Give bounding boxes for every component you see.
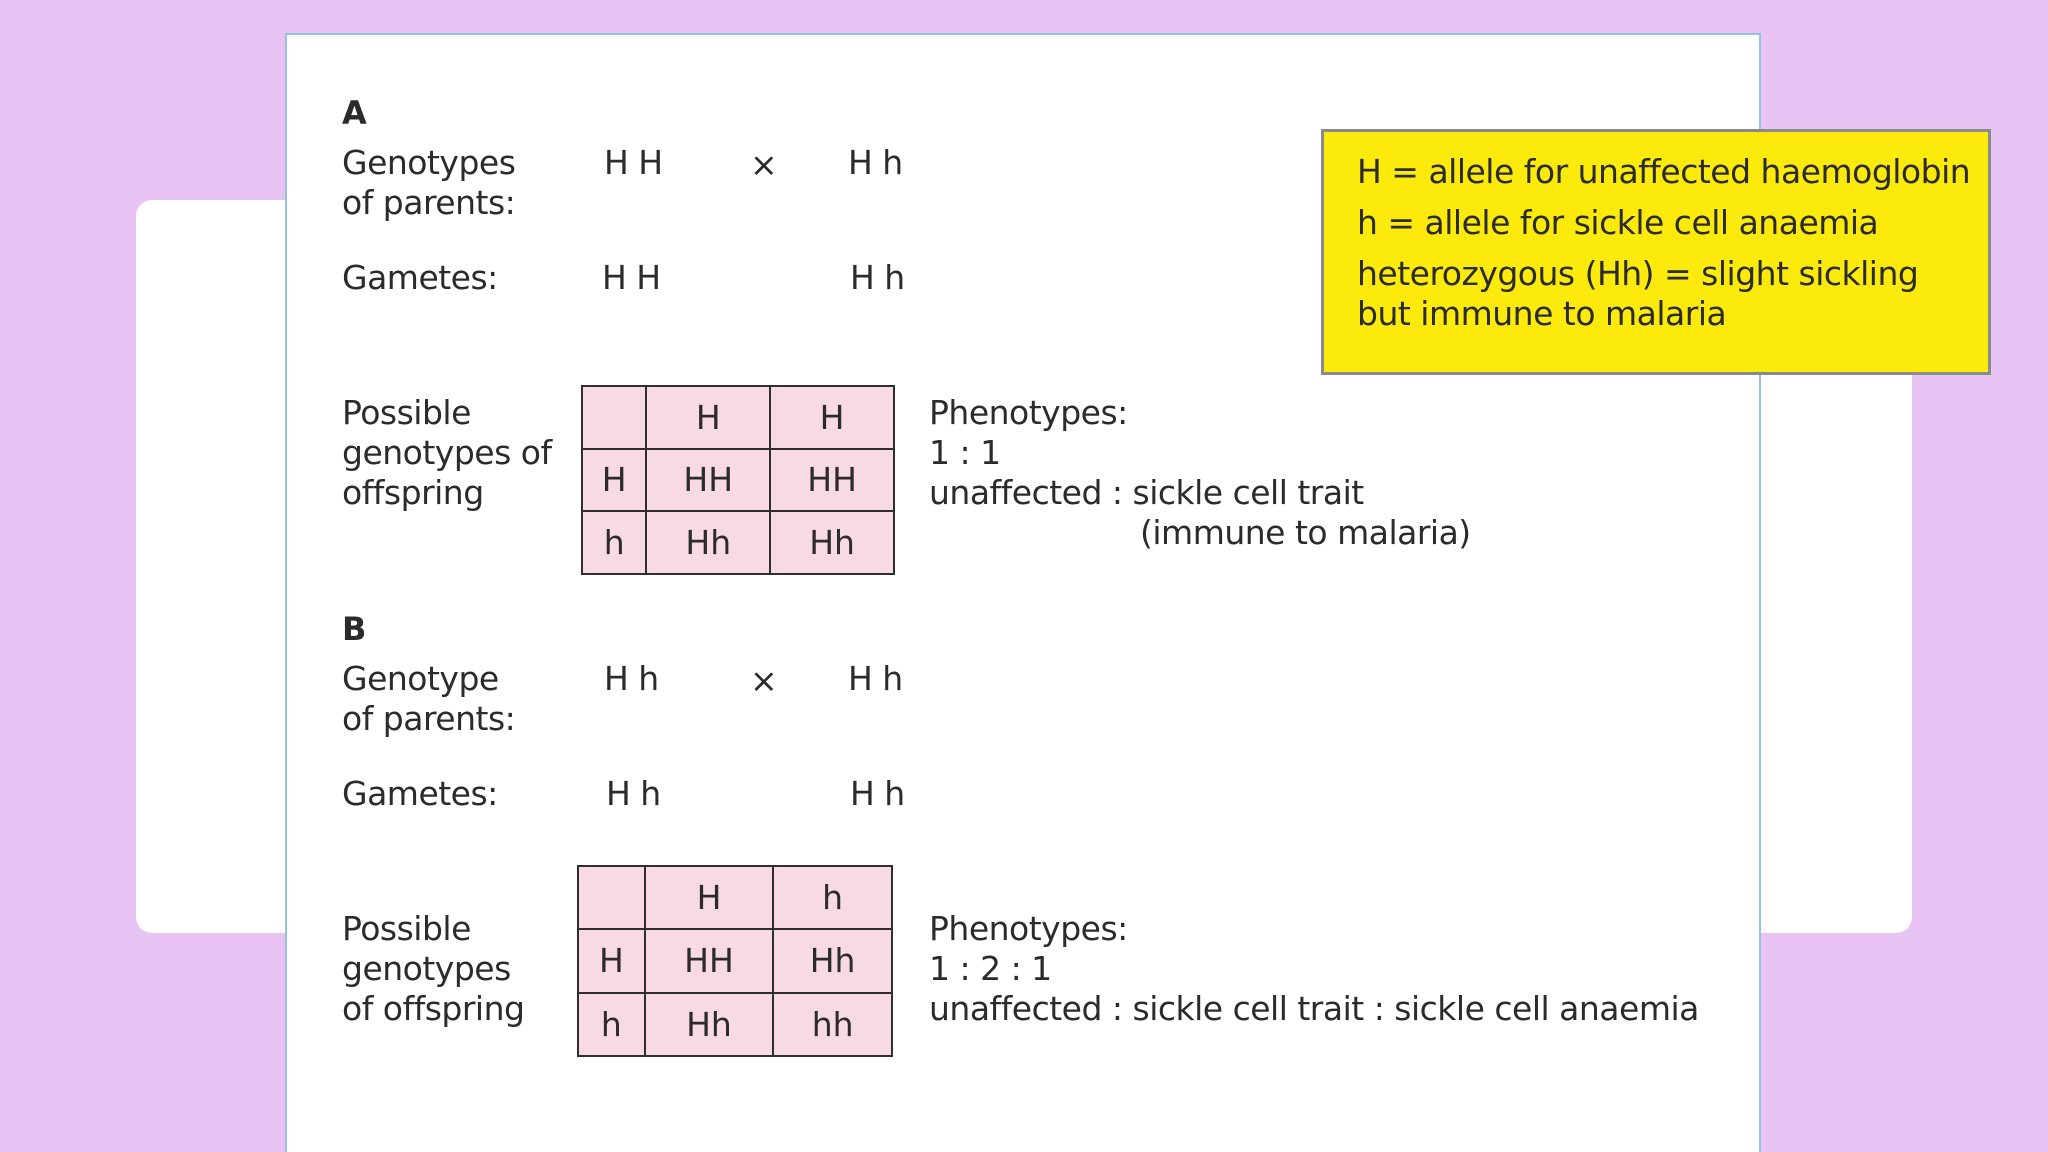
section-a-parents-label-1: Genotypes bbox=[342, 143, 516, 182]
section-a-offspring-label-3: offspring bbox=[342, 473, 484, 512]
section-a-phenotype-note: (immune to malaria) bbox=[1140, 513, 1471, 552]
punnett-cell bbox=[578, 866, 645, 929]
section-a-parents-label-2: of parents: bbox=[342, 183, 516, 222]
section-b-parents-label-1: Genotype bbox=[342, 659, 499, 698]
allele-legend-box bbox=[1321, 129, 1991, 375]
section-a-phenotype-line: unaffected : sickle cell trait bbox=[929, 473, 1364, 512]
section-b-gamete1: H h bbox=[606, 774, 661, 813]
genetics-sheet bbox=[285, 33, 1971, 1152]
punnett-cell: H bbox=[582, 449, 646, 512]
punnett-cell: h bbox=[578, 993, 645, 1056]
punnett-cell: Hh bbox=[646, 511, 770, 574]
legend-line-4: but immune to malaria bbox=[1357, 294, 1727, 333]
section-a-parent2-genotype: H h bbox=[848, 143, 903, 182]
section-b-heading: B bbox=[342, 610, 366, 648]
punnett-cell: hh bbox=[773, 993, 892, 1056]
punnett-cell: H bbox=[578, 929, 645, 992]
section-a-parent1-genotype: H H bbox=[604, 143, 663, 182]
punnett-cell: h bbox=[582, 511, 646, 574]
section-a-offspring-label-1: Possible bbox=[342, 393, 471, 432]
punnett-cell: H bbox=[770, 386, 894, 449]
punnett-cell: HH bbox=[770, 449, 894, 512]
punnett-cell: Hh bbox=[773, 929, 892, 992]
section-b-gametes-label: Gametes: bbox=[342, 774, 498, 813]
section-a-offspring-label-2: genotypes of bbox=[342, 433, 552, 472]
section-b-cross-symbol: × bbox=[750, 661, 778, 700]
legend-line-2: h = allele for sickle cell anaemia bbox=[1357, 203, 1879, 242]
punnett-cell: HH bbox=[646, 449, 770, 512]
punnett-cell bbox=[582, 386, 646, 449]
section-b-punnett-square bbox=[577, 865, 893, 1057]
punnett-cell: Hh bbox=[645, 993, 773, 1056]
legend-line-3: heterozygous (Hh) = slight sickling bbox=[1357, 254, 1919, 293]
section-b-parent2-genotype: H h bbox=[848, 659, 903, 698]
section-b-gamete2: H h bbox=[850, 774, 905, 813]
section-a-gametes-label: Gametes: bbox=[342, 258, 498, 297]
section-b-parents-label-2: of parents: bbox=[342, 699, 516, 738]
section-b-phenotype-line: unaffected : sickle cell trait : sickle cell anaemia bbox=[929, 989, 1699, 1028]
punnett-cell: H bbox=[646, 386, 770, 449]
section-b-offspring-label-1: Possible bbox=[342, 909, 471, 948]
section-a-phenotype-ratio: 1 : 1 bbox=[929, 433, 1001, 472]
legend-line-1: H = allele for unaffected haemoglobin bbox=[1357, 152, 1971, 191]
punnett-cell: H bbox=[645, 866, 773, 929]
section-b-phenotypes-label: Phenotypes: bbox=[929, 909, 1128, 948]
punnett-cell: HH bbox=[645, 929, 773, 992]
section-a-gamete1: H H bbox=[602, 258, 661, 297]
section-b-phenotype-ratio: 1 : 2 : 1 bbox=[929, 949, 1052, 988]
section-a-phenotypes-label: Phenotypes: bbox=[929, 393, 1128, 432]
punnett-cell: Hh bbox=[770, 511, 894, 574]
section-b-parent1-genotype: H h bbox=[604, 659, 659, 698]
section-a-gamete2: H h bbox=[850, 258, 905, 297]
section-a-punnett-square bbox=[581, 385, 895, 575]
section-a-heading: A bbox=[342, 94, 367, 132]
punnett-cell: h bbox=[773, 866, 892, 929]
section-b-offspring-label-3: of offspring bbox=[342, 989, 525, 1028]
section-a-cross-symbol: × bbox=[750, 145, 778, 184]
section-b-offspring-label-2: genotypes bbox=[342, 949, 511, 988]
